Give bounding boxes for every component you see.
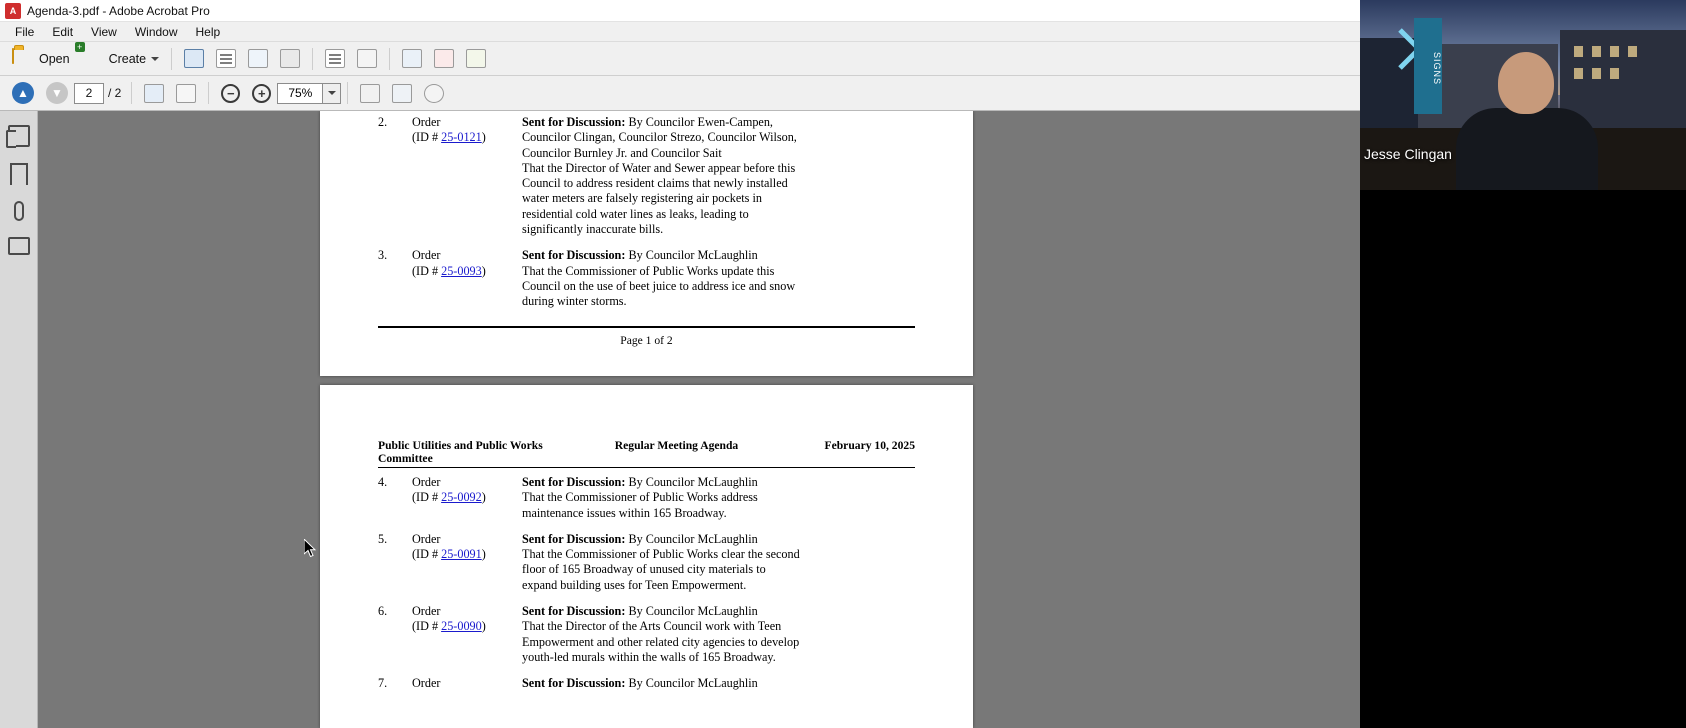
item-id xyxy=(412,619,522,634)
item-line: youth-led murals within the walls of 165 Broadway. xyxy=(522,649,776,664)
item-lead: Sent for Discussion: xyxy=(522,531,626,546)
header-committee: Public Utilities and Public Works Committee xyxy=(378,439,543,465)
window-title: Agenda-3.pdf - Adobe Acrobat Pro xyxy=(27,3,210,18)
item-number: 2. xyxy=(378,115,388,129)
menu-edit[interactable]: Edit xyxy=(52,24,74,39)
item-line: That the Director of the Arts Council work with Teen xyxy=(522,619,782,634)
read-aloud-button[interactable] xyxy=(418,80,450,107)
chevron-down-icon-3[interactable] xyxy=(322,84,340,103)
window-light xyxy=(1628,46,1637,57)
nav-divider-3 xyxy=(347,82,348,104)
headphones-icon xyxy=(424,84,444,103)
item-body xyxy=(522,475,915,521)
select-tool-button[interactable] xyxy=(138,80,170,107)
sign-icon xyxy=(402,49,422,68)
reject-stamp-button[interactable] xyxy=(428,45,460,72)
footer-rule xyxy=(378,326,915,328)
next-page-button[interactable] xyxy=(40,80,74,107)
header-title: Regular Meeting Agenda xyxy=(614,439,739,452)
item-id-link[interactable]: 25-0091 xyxy=(441,547,482,562)
menu-file[interactable]: File xyxy=(15,24,35,39)
item-line: residential cold water lines as leaks, leading to xyxy=(522,206,749,221)
agenda-item xyxy=(378,248,915,309)
agenda-item xyxy=(378,604,915,665)
item-line: Empowerment and other related city agencies to develop xyxy=(522,634,800,649)
header-rule xyxy=(378,467,915,468)
webcam-video xyxy=(1360,0,1686,190)
item-line: maintenance issues within 165 Broadway. xyxy=(522,505,727,520)
toolbar-divider-3 xyxy=(389,48,390,70)
id-suffix: ) xyxy=(481,130,486,145)
item-number: 5. xyxy=(378,531,388,546)
window-light xyxy=(1610,68,1619,79)
fit-width-icon xyxy=(360,84,380,103)
item-id xyxy=(412,547,522,562)
menu-window[interactable]: Window xyxy=(134,24,178,39)
zoom-in-icon: + xyxy=(252,84,271,103)
attachments-icon[interactable] xyxy=(14,201,24,221)
agenda-item xyxy=(378,676,915,691)
previous-page-button[interactable] xyxy=(6,80,40,107)
item-line: That the Commissioner of Public Works address xyxy=(522,490,758,505)
id-prefix: (ID # xyxy=(412,130,442,145)
window-light xyxy=(1610,46,1619,57)
item-body xyxy=(522,604,915,665)
create-label: Create xyxy=(108,51,147,66)
sign-button[interactable] xyxy=(396,45,428,72)
zoom-level-select[interactable] xyxy=(277,83,341,104)
upload-icon xyxy=(248,49,268,68)
item-type: Order xyxy=(412,248,441,263)
item-lead-rest: By Councilor McLaughlin xyxy=(625,604,758,619)
email-icon xyxy=(357,49,377,68)
item-body xyxy=(522,532,915,593)
comment-edit-button[interactable] xyxy=(319,45,351,72)
folder-icon xyxy=(12,49,34,69)
zoom-in-button[interactable] xyxy=(246,80,277,107)
id-suffix: ) xyxy=(481,490,486,505)
item-line: Councilor Clingan, Councilor Strezo, Councilor Wilson, xyxy=(522,130,797,145)
window-light xyxy=(1592,68,1601,79)
participant-head xyxy=(1498,52,1554,114)
item-lead: Sent for Discussion: xyxy=(522,676,626,691)
pdf-page-1 xyxy=(320,111,973,376)
item-lead-rest: By Councilor McLaughlin xyxy=(625,676,758,691)
participant-name: Jesse Clingan xyxy=(1364,146,1452,162)
agenda-item xyxy=(378,532,915,593)
store-sign: SIGNS xyxy=(1414,18,1442,114)
item-line: significantly inaccurate bills. xyxy=(522,222,664,237)
print-button[interactable] xyxy=(274,45,306,72)
bookmarks-icon[interactable] xyxy=(10,163,28,185)
item-body xyxy=(522,115,915,237)
id-prefix: (ID # xyxy=(412,490,442,505)
save-button[interactable] xyxy=(178,45,210,72)
menu-help[interactable]: Help xyxy=(195,24,221,39)
item-type: Order xyxy=(412,475,441,489)
email-button[interactable] xyxy=(351,45,383,72)
item-lead: Sent for Discussion: xyxy=(522,475,626,489)
open-button[interactable] xyxy=(6,45,76,72)
toolbar-divider-2 xyxy=(312,48,313,70)
page-thumbnails-icon[interactable] xyxy=(8,125,30,147)
zoom-out-icon: − xyxy=(221,84,240,103)
window-light xyxy=(1592,46,1601,57)
item-id-link[interactable]: 25-0090 xyxy=(441,619,482,634)
print-icon xyxy=(216,49,236,68)
nav-divider xyxy=(131,82,132,104)
item-type: Order xyxy=(412,531,441,546)
item-number: 6. xyxy=(378,604,388,619)
nav-divider-2 xyxy=(208,82,209,104)
item-line: Councilor Burnley Jr. and Councilor Sait xyxy=(522,145,722,160)
signatures-icon[interactable] xyxy=(8,237,30,255)
id-suffix: ) xyxy=(481,263,486,278)
item-id-link[interactable]: 25-0093 xyxy=(441,263,482,278)
send-button[interactable] xyxy=(460,45,492,72)
chevron-down-icon xyxy=(151,57,159,61)
item-number: 7. xyxy=(378,676,388,691)
webcam-letterbox xyxy=(1360,190,1686,728)
page-total-label: / 2 xyxy=(108,86,122,100)
item-id xyxy=(412,264,522,279)
header-date: February 10, 2025 xyxy=(824,439,915,452)
hand-icon xyxy=(176,84,196,103)
item-id xyxy=(412,490,522,505)
item-line: floor of 165 Broadway of unused city materials to xyxy=(522,562,766,577)
item-number: 4. xyxy=(378,475,388,489)
hand-tool-button[interactable] xyxy=(170,80,202,107)
create-button[interactable] xyxy=(76,45,166,72)
printer-icon xyxy=(280,49,300,68)
item-line: water meters are falsely registering air pockets in xyxy=(522,191,762,206)
item-line: expand building uses for Teen Empowerment. xyxy=(522,577,747,592)
stamp-reject-icon xyxy=(434,49,454,68)
id-prefix: (ID # xyxy=(412,263,442,278)
arrow-up-icon: ▲ xyxy=(12,82,34,104)
fit-page-button[interactable] xyxy=(386,80,418,107)
page-number-input[interactable]: 2 xyxy=(74,83,104,104)
item-id xyxy=(412,130,522,145)
pdf-page-2 xyxy=(320,385,973,728)
item-body xyxy=(522,676,915,691)
send-icon xyxy=(466,49,486,68)
id-prefix: (ID # xyxy=(412,619,442,634)
item-lead-rest: By Councilor McLaughlin xyxy=(625,475,758,489)
item-body xyxy=(522,248,915,309)
item-line: Council on the use of beet juice to address ice and snow xyxy=(522,278,796,293)
upload-button[interactable] xyxy=(242,45,274,72)
agenda-item xyxy=(378,475,915,521)
document-button[interactable] xyxy=(210,45,242,72)
item-line: That the Director of Water and Sewer appear before this xyxy=(522,160,796,175)
comment-edit-icon xyxy=(325,49,345,68)
item-lead-rest: By Councilor McLaughlin xyxy=(625,248,758,263)
id-suffix: ) xyxy=(481,619,486,634)
fit-width-button[interactable] xyxy=(354,80,386,107)
toolbar-divider xyxy=(171,48,172,70)
item-line: That the Commissioner of Public Works clear the second xyxy=(522,547,800,562)
page-header xyxy=(378,385,915,465)
page-footer: Page 1 of 2 xyxy=(620,333,673,347)
participant-name-bar xyxy=(1360,140,1686,168)
window-light xyxy=(1574,68,1583,79)
item-type: Order xyxy=(412,115,441,129)
item-line: Council to address resident claims that newly installed xyxy=(522,176,788,191)
item-id-link[interactable]: 25-0092 xyxy=(441,490,482,505)
item-line: That the Commissioner of Public Works update this xyxy=(522,263,775,278)
item-id-link[interactable]: 25-0121 xyxy=(441,130,482,145)
navigation-pane-rail xyxy=(0,111,38,728)
save-icon xyxy=(184,49,204,68)
zoom-out-button[interactable] xyxy=(215,80,246,107)
agenda-item xyxy=(378,115,915,237)
item-lead-rest: By Councilor McLaughlin xyxy=(625,531,758,546)
item-type: Order xyxy=(412,676,441,691)
webcam-overlay xyxy=(1360,0,1686,728)
item-line: during winter storms. xyxy=(522,294,627,309)
select-text-icon xyxy=(144,84,164,103)
create-pdf-icon xyxy=(82,49,104,69)
item-lead: Sent for Discussion: xyxy=(522,248,626,263)
zoom-value: 75% xyxy=(288,85,313,100)
item-type: Order xyxy=(412,604,441,619)
pdf-icon: A xyxy=(5,3,21,19)
menu-view[interactable]: View xyxy=(91,24,117,39)
mouse-cursor xyxy=(304,539,316,558)
item-number: 3. xyxy=(378,248,388,263)
window-light xyxy=(1574,46,1583,57)
id-prefix: (ID # xyxy=(412,547,442,562)
open-label: Open xyxy=(39,51,70,66)
item-lead: Sent for Discussion: xyxy=(522,115,626,129)
id-suffix: ) xyxy=(481,547,486,562)
item-lead: Sent for Discussion: xyxy=(522,604,626,619)
fit-page-icon xyxy=(392,84,412,103)
arrow-down-icon: ▼ xyxy=(46,82,68,104)
item-lead-rest: By Councilor Ewen-Campen, xyxy=(625,115,773,129)
